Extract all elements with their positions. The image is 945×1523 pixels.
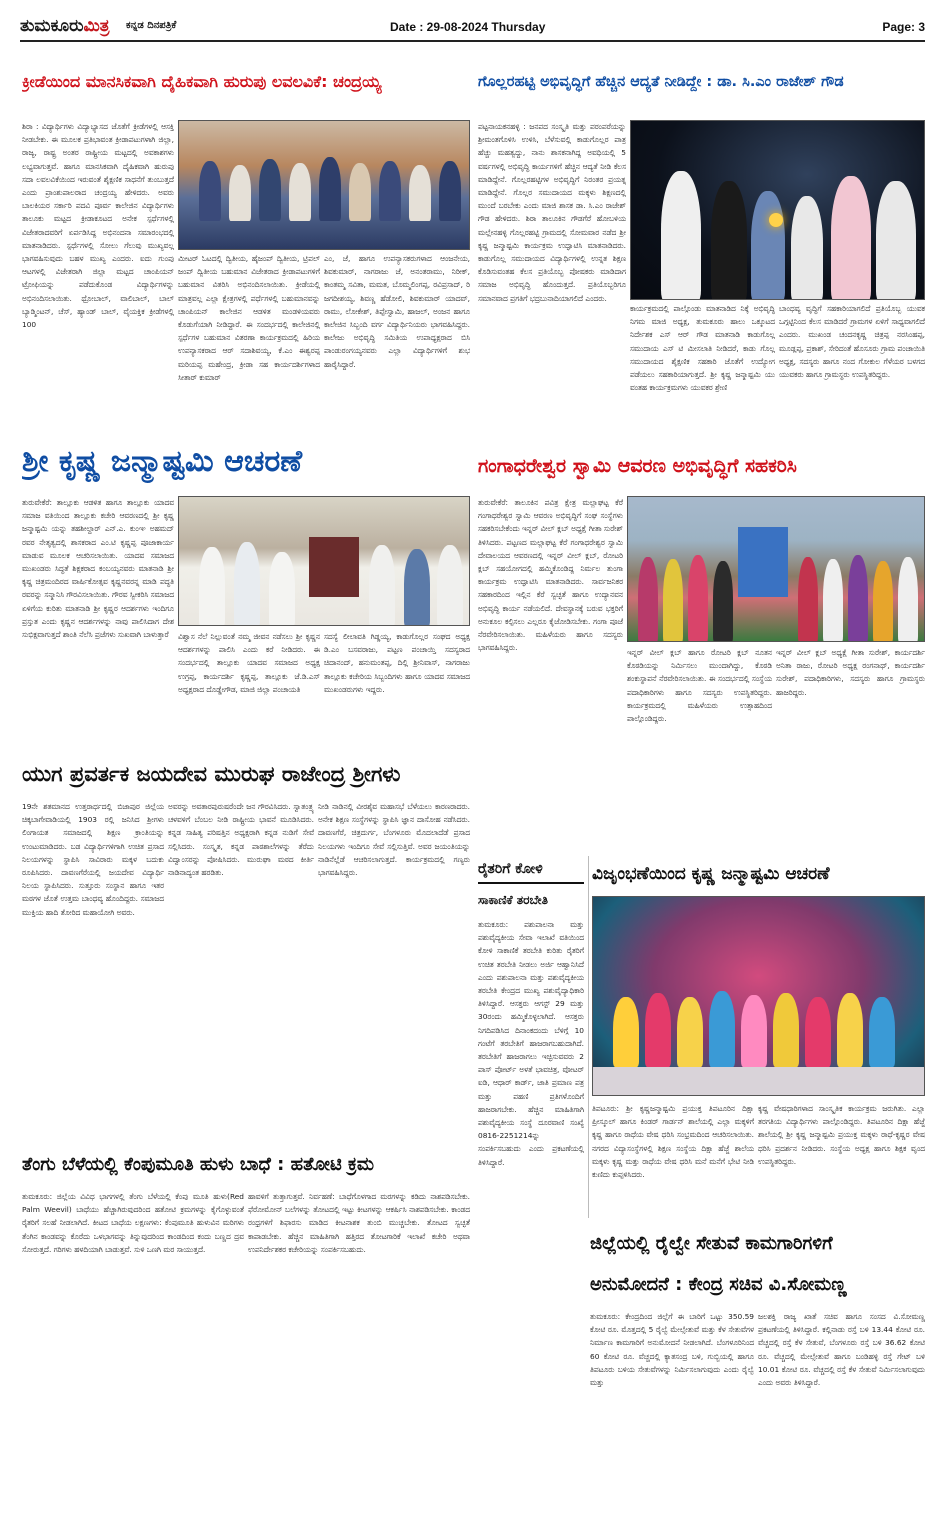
column-divider [588,856,589,1218]
headline-farmer-2: ಸಾಕಾಣಿಕೆ ತರಬೇತಿ [478,893,548,907]
jayadeva-body-col1: 19ನೇ ಶತಮಾನದ ಉತ್ತರಾರ್ಧದಲ್ಲಿ ಬಿಜಾಪುರ ಜಿಲ್ಲೆಯ ಚಿಕ್ಕಬಾಗೇವಾಡಿಯಲ್ಲಿ 1903 ರಲ್ಲಿ ಜನಿಸಿದ ಶ್ರೀಗಳು ಲಿಂಗಾಯತ ಸಮಾಜದಲ್ಲಿ ಶಿಕ್ಷಣ ಕ್ರಾಂತಿಯನ್ನು ಉಂಟುಮಾಡಿದರು. ಬಡ ವಿದ್ಯಾರ್ಥಿಗಳಿಗಾಗಿ ಉಚಿತ ಪ್ರಸಾದ ನಿಲಯಗಳನ್ನು ಸ್ಥಾಪಿಸಿ ಸಾವಿರಾರು ಮಕ್ಕಳ ಬದುಕು ರೂಪಿಸಿದರು. ದಾವಣಗೆರೆಯಲ್ಲಿ ಜಯದೇವ ವಿದ್ಯಾರ್ಥಿ ನಿಲಯ ಸ್ಥಾಪಿಸಿದರು. ಸುತ್ತೂರು ಸಂಸ್ಥಾನ ಹಾಗೂ ಇತರ ಮಠಗಳ ಜೊತೆ ಉತ್ತಮ ಬಾಂಧವ್ಯ ಹೊಂದಿದ್ದರು. ಸಮಾಜದ ಮುಕ್ತಿಯ ಹಾದಿ ತೋರಿದ ಮಹಾಯೋಗಿ ಅವರು. [22,802,164,917]
issue-date: Date : 29-08-2024 Thursday [390,20,546,34]
coconut-body-col2: ಹಾವಳಿಗೆ ತುತ್ತಾಗುತ್ತವೆ. ನಿರ್ವಹಣೆ: ಬಾಧೆಗೊಳಗಾದ ಮರಗಳನ್ನು ಕಡಿದು ನಾಶಪಡಿಸಬೇಕು. ಫೆರೋಮೋನ್ ಬಲೆಗಳನ್ನು ತೋಟದಲ್ಲಿ ಇಟ್ಟು ಕೀಟಗಳನ್ನು ಆಕರ್ಷಿಸಿ ನಾಶಪಡಿಸಬೇಕು. ಕಾಂಡದ ರಂಧ್ರಗಳಿಗೆ ಶಿಫಾರಸು ಮಾಡಿದ ಕೀಟನಾಶಕ ತುಂಬಿ ಮುಚ್ಚಬೇಕು. ತೋಟದ ಸ್ವಚ್ಛತೆ ಕಾಪಾಡಬೇಕು. ಹೆಚ್ಚಿನ ಮಾಹಿತಿಗಾಗಿ ಹತ್ತಿರದ ತೋಟಗಾರಿಕೆ ಇಲಾಖೆ ಕಚೇರಿ ಅಥವಾ ಉಪನಿರ್ದೇಶಕರ ಕಚೇರಿಯನ್ನು ಸಂಪರ್ಕಿಸಬಹುದು. [248,1192,470,1254]
railway-body-col1: ತುಮಕೂರು: ಕೇಂದ್ರದಿಂದ ಜಿಲ್ಲೆಗೆ ಈ ಬಾರಿಗೆ ಒಟ್ಟು 350.59 ಕೋಟಿ ರೂ. ಮೊತ್ತದಲ್ಲಿ 5 ರೈಲ್ವೆ ಮೇಲ್ಸೇತುವೆ ಮತ್ತು ಕೆಳ ಸೇತುವೆಗಳ ನಿರ್ಮಾಣ ಕಾಮಗಾರಿಗೆ ಅನುಮೋದನೆ ನೀಡಲಾಗಿದೆ. ಬೆಂಗಳೂರಿನಿಂದ 60 ಕೋಟಿ ರೂ. ವೆಚ್ಚದಲ್ಲಿ ಕ್ಯಾತಸಂದ್ರ ಬಳಿ, ಗುಬ್ಬಿಯಲ್ಲಿ ಹಾಗೂ ತಿಪಟೂರು ಬಳಿಯ ಸೇತುವೆಗಳನ್ನು ನಿರ್ಮಿಸಲಾಗುವುದು ಎಂದು ರೈಲ್ವೆ ಮತ್ತು [590,1312,754,1388]
headline-vijrumbhane: ವಿಜೃಂಭಣೆಯಿಂದ ಕೃಷ್ಣ ಜನ್ಮಾಷ್ಟಮಿ ಆಚರಣೆ [592,864,830,884]
headline-sports: ಕ್ರೀಡೆಯಿಂದ ಮಾನಸಿಕವಾಗಿ ದೈಹಿಕವಾಗಿ ಹುರುಪು ಲವಲವಿಕೆ: ಚಂದ್ರಯ್ಯ [22,72,382,91]
railway-body-col2: ಜಲಶಕ್ತಿ ರಾಜ್ಯ ಖಾತೆ ಸಚಿವ ಹಾಗೂ ಸಂಸದ ವಿ.ಸೋಮಣ್ಣ ಪ್ರಕಟಣೆಯಲ್ಲಿ ತಿಳಿಸಿದ್ದಾರೆ. ಕಲ್ಲಿನಾಡು ರಸ್ತೆ ಬಳಿ 13.44 ಕೋಟಿ ರೂ. ವೆಚ್ಚದಲ್ಲಿ ರಸ್ತೆ ಕೆಳ ಸೇತುವೆ, ಬೆಂಗಳೂರು ರಸ್ತೆ ಬಳಿ 36.62 ಕೋಟಿ ರೂ. ವೆಚ್ಚದಲ್ಲಿ ಮೇಲ್ಸೇತುವೆ ಹಾಗೂ ಬಂಡಿಹಳ್ಳಿ ರಸ್ತೆ ಗೇಟ್ ಬಳಿ 10.01 ಕೋಟಿ ರೂ. ವೆಚ್ಚದಲ್ಲಿ ರಸ್ತೆ ಕೆಳ ಸೇತುವೆ ನಿರ್ಮಿಸಲಾಗುವುದು ಎಂದು ಅವರು ತಿಳಿಸಿದ್ದಾರೆ. [758,1312,925,1388]
coconut-body-col1: ತುಮಕೂರು: ಜಿಲ್ಲೆಯ ವಿವಿಧ ಭಾಗಗಳಲ್ಲಿ ತೆಂಗು ಬೆಳೆಯಲ್ಲಿ ಕೆಂಪು ಮೂತಿ ಹುಳು(Red Palm Weevil) ಬಾಧೆಯು ಹೆಚ್ಚಾಗಿರುವುದರಿಂದ ಹತೋಟಿ ಕ್ರಮಗಳನ್ನು ಕೈಗೊಳ್ಳುವಂತೆ ರೈತರಿಗೆ ಸಲಹೆ ನೀಡಲಾಗಿದೆ. ಕೀಟದ ಬಾಧೆಯ ಲಕ್ಷಣಗಳು: ಕೆಂಪುಮೂತಿ ಹುಳುವಿನ ಮರಿಗಳು ತೆಂಗಿನ ಕಾಂಡವನ್ನು ಕೊರೆದು ಒಳಭಾಗವನ್ನು ತಿನ್ನುವುದರಿಂದ ಕಾಂಡದಿಂದ ಕಂದು ಬಣ್ಣದ ದ್ರವ ಸೋರುತ್ತದೆ. ಗರಿಗಳು ಹಳದಿಯಾಗಿ ಬಾಡುತ್ತವೆ. ಸುಳಿ ಒಣಗಿ ಮರ ಸಾಯುತ್ತದೆ. [22,1192,244,1254]
headline-farmer-1: ರೈತರಿಗೆ ಕೋಳಿ [478,856,584,884]
gollar-body-col1: ಪಟ್ಟನಾಯಕನಹಳ್ಳಿ : ಜನಪದ ಸಂಸ್ಕೃತಿ ಮತ್ತು ಪರಂಪರೆಯನ್ನು ಶ್ರೀಮಂತಗೊಳಿಸಿ ಉಳಿಸಿ, ಬೆಳೆಸುವಲ್ಲಿ ಕಾಡುಗೊಲ್ಲರ ಪಾತ್ರ ಹೆಚ್ಚು ಮಹತ್ವದ್ದು, ನಾನು ಶಾಸಕನಾಗಿದ್ದ ಅವಧಿಯಲ್ಲಿ 5 ವರ್ಷಗಳಲ್ಲಿ ಅಭಿವೃದ್ಧಿ ಕಾರ್ಯಗಳಿಗೆ ಹೆಚ್ಚಿನ ಆದ್ಯತೆ ನೀಡಿ ಕೆಲಸ ಮಾಡಿದ್ದೇನೆ. ಗೊಲ್ಲರಹಟ್ಟಿಗಳ ಅಭಿವೃದ್ಧಿಗೆ ನಿರಂತರ ಪ್ರಯತ್ನ ಮಾಡಿದ್ದೇನೆ. ಗೊಲ್ಲರ ಸಮುದಾಯದ ಮಕ್ಕಳು ಶಿಕ್ಷಣದಲ್ಲಿ ಮುಂದೆ ಬರಬೇಕು ಎಂದು ಮಾಜಿ ಶಾಸಕ ಡಾ. ಸಿ.ಎಂ ರಾಜೇಶ್ ಗೌಡ ಹೇಳಿದರು. ಶಿರಾ ತಾಲೂಕಿನ ಗೌಡಗೆರೆ ಹೋಬಳಿಯ ಮಲ್ಲೇನಹಳ್ಳಿ ಗೊಲ್ಲರಹಟ್ಟಿ ಗ್ರಾಮದಲ್ಲಿ ಸೋಮವಾರ ನಡೆದ ಶ್ರೀ ಕೃಷ್ಣ ಜನ್ಮಾಷ್ಟಮಿ ಕಾರ್ಯಕ್ರಮ ಉದ್ಘಾಟಿಸಿ ಮಾತನಾಡಿದರು. ಕಾಡುಗೊಲ್ಲ ಸಮುದಾಯದ ವಿದ್ಯಾರ್ಥಿಗಳಲ್ಲಿ ಉನ್ನತ ಶಿಕ್ಷಣ ಕೊಡಿಸುವಂತಹ ಕೆಲಸ ಪ್ರತಿಯೊಬ್ಬ ಪೋಷಕರು ಮಾಡಿದಾಗ ಸಮಾಜ ಅಭಿವೃದ್ಧಿ ಹೊಂದುತ್ತದೆ. ಪ್ರತಿಯೊಬ್ಬರಿಗೂ ಸಮಾನವಾದ ಪ್ರಗತಿಗೆ ಭದ್ರಬುನಾದಿಯಾಗಲಿದೆ ಎಂದರು. [478,122,626,303]
vijr-body-col1: ತಿಪಟೂರು: ಶ್ರೀ ಕೃಷ್ಣಜನ್ಮಾಷ್ಟಮಿ ಪ್ರಯುಕ್ತ ತಿಪಟೂರಿನ ದಿಕ್ಷಾ ಪ್ರೀಸ್ಕೂಲ್ ಹಾಗೂ ಕಿಂಡರ್ ಗಾರ್ಡನ್ ಶಾಲೆಯಲ್ಲಿ ಎಲ್ಲಾ ಮಕ್ಕಳಿಗೆ ಕೃಷ್ಣ ಹಾಗೂ ರಾಧೆಯ ವೇಷ ಧರಿಸಿ ಸಂಭ್ರಮದಿಂದ ಆಚರಿಸಲಾಯಿತು. ನಗರದ ವಿದ್ಯಾಸಂಸ್ಥೆಗಳಲ್ಲಿ ಶಿಕ್ಷಣ ಸಂಸ್ಥೆಯ ದಿಕ್ಷಾ ಹೆಜ್ಜೆ ಶಾಲೆಯ ಮಕ್ಕಳು ಕೃಷ್ಣ ಮತ್ತು ರಾಧೆಯ ವೇಷ ಧರಿಸಿ ಮನೆ ಮನೆಗೆ ಭೇಟಿ ನೀಡಿ ಕುಣಿದು ಕುಪ್ಪಳಿಸಿದರು. [592,1104,754,1180]
jayadeva-body-col2: ಅವರನ್ನು ಅವತಾರಪುರುಷರೆಂದೇ ಜನ ಗೌರವಿಸಿದರು. ಸ್ವಾತಂತ್ರ್ಯ ಚಳವಳಿಗೆ ಬೆಂಬಲ ನೀಡಿ ರಾಷ್ಟ್ರೀಯ ಭಾವನೆ ಮೂಡಿಸಿದರು. ಕನ್ನಡ ಸಾಹಿತ್ಯ ಪರಿಷತ್ತಿನ ಅಧ್ಯಕ್ಷರಾಗಿ ಕನ್ನಡ ನುಡಿಗೆ ಸೇವೆ ಸಲ್ಲಿಸಿದರು. ಸಂಸ್ಕೃತ, ಕನ್ನಡ ಪಾಠಶಾಲೆಗಳನ್ನು ತೆರೆದು ವಿದ್ವಾಂಸರನ್ನು ಪೋಷಿಸಿದರು. ಮುರುಘಾ ಮಠದ ಕೀರ್ತಿ ನಾಡಿನಾದ್ಯಂತ ಹರಡಿತು. [168,802,314,878]
paper-subtitle: ಕನ್ನಡ ದಿನಪತ್ರಿಕೆ [126,20,177,31]
masthead [20,14,925,42]
gollar-body-col2: ಕಾರ್ಯಕ್ರಮದಲ್ಲಿ ಪಾಲ್ಗೊಂಡು ಮಾತನಾಡಿದ ನಿಕ್ಕೆ ಅಭಿವೃದ್ಧಿ ನಿಗಮ ಮಾಜಿ ಅಧ್ಯಕ್ಷ, ತುಮಕೂರು ಹಾಲು ಒಕ್ಕೂಟದ ನಿರ್ದೇಶಕ ಎಸ್ ಆರ್ ಗೌಡ ಮಾತನಾಡಿ ಕಾಡುಗೊಲ್ಲ ಸಮುದಾಯ ಎಸ್ ಟಿ ಮೀಸಲಾತಿ ನೀಡಿದರೆ, ಕಾಡು ಗೊಲ್ಲ ಸಮುದಾಯದ ಶೈಕ್ಷಣಿಕ ಸಹಕಾರಿ ಜೊತೆಗೆ ಉದ್ಯೋಗ ಪಡೆಯಲು ಸಹಕಾರಿಯಾಗುತ್ತದೆ. ಶ್ರೀ ಕೃಷ್ಣ ಜನ್ಮಾಷ್ಟಮಿ ಯು ವಂತಹ ಕಾರ್ಯಕ್ರಮಗಳು ಯುವಕರ ಶ್ರೇಣಿ [630,304,775,393]
janma-body-col3: ಸದಸ್ಯೆ ಲೀಲಾವತಿ ಗಿಡ್ಡಯ್ಯ, ಕಾಡುಗೊಲ್ಲರ ಸಂಘದ ಅಧ್ಯಕ್ಷ ಡಿ.ಎಂ ಬಸವರಾಜು, ಪಟ್ಟಣ ಪಂಚಾಯ್ತಿ ಸದಸ್ಯರಾದ ಚಿದಾನಂದ್, ಹನುಮಂತಪ್ಪ, ದಿಲ್ಲಿ ಶ್ರೀನಿವಾಸ್, ನಾಗರಾಜು ತಾಲ್ಲೂಕು ಕಚೇರಿಯ ಸಿಬ್ಬಂದಿಗಳು ಹಾಗೂ ಯಾದವ ಸಮಾಜದ ಮುಖಂಡರುಗಳು ಇದ್ದರು. [324,632,470,694]
headline-jayadeva: ಯುಗ ಪ್ರವರ್ತಕ ಜಯದೇವ ಮುರುಘ ರಾಜೇಂದ್ರ ಶ್ರೀಗಳು [22,762,401,786]
ganga-body-col2: ಇನ್ನರ್ ವೀಲ್ ಕ್ಲಬ್ ಹಾಗೂ ರೋಟರಿ ಕ್ಲಬ್ ನೂತನ ಕೊಠಡಿಯನ್ನು ನಿರ್ಮಿಸಲು ಮುಂದಾಗಿದ್ದು, ಕೊಠಡಿ ಶಂಕುಸ್ಥಾಪನೆ ನೆರವೇರಿಸಲಾಯಿತು. ಈ ಸಂದರ್ಭದಲ್ಲಿ ಸಂಸ್ಥೆಯ ಪದಾಧಿಕಾರಿಗಳು ಹಾಗೂ ಸದಸ್ಯರು ಉಪಸ್ಥಿತರಿದ್ದರು. ಕಾರ್ಯಕ್ರಮದಲ್ಲಿ ಮಹಿಳೆಯರು ಉತ್ಸಾಹದಿಂದ ಪಾಲ್ಗೊಂಡಿದ್ದರು. [627,648,772,724]
headline-gangadhareshwara: ಗಂಗಾಧರೇಶ್ವರ ಸ್ವಾಮಿ ಆವರಣ ಅಭಿವೃದ್ಧಿಗೆ ಸಹಕರಿಸಿ [478,455,797,477]
headline-gollarahatti: ಗೊಲ್ಲರಹಟ್ಟಿ ಅಭಿವೃದ್ಧಿಗೆ ಹೆಚ್ಚಿನ ಆದ್ಯತೆ ನೀಡಿದ್ದೇ : ಡಾ. ಸಿ.ಎಂ ರಾಜೇಶ್ ಗೌಡ [478,74,844,90]
janma-body-col1: ತುರುವೇಕೆರೆ: ತಾಲ್ಲೂಕು ಆಡಳಿತ ಹಾಗೂ ತಾಲ್ಲೂಕು ಯಾದವ ಸಮಾಜ ವತಿಯಿಂದ ತಾಲ್ಲೂಕು ಕಚೇರಿ ಆವರಣದಲ್ಲಿ ಶ್ರೀ ಕೃಷ್ಣ ಜನ್ಮಾಷ್ಟಮಿ ಯನ್ನು ತಹಶೀಲ್ದಾರ್ ಎನ್.ಎ. ಕುಂಞ ಅಹಮದ್ ರವರ ನೇತೃತ್ವದಲ್ಲಿ ಶಾಸಕರಾದ ಎಂ.ಟಿ ಕೃಷ್ಣಪ್ಪ ಪೂಜಾಕಾರ್ಯ ಮಾಡುವ ಮೂಲಕ ಆಚರಿಸಲಾಯಿತು. ಯಾದವ ಸಮಾಜದ ಮುಖಂಡರು ಸಿದ್ಧತೆ ಶಿಕ್ಷಕರಾದ ಕಂಬಯ್ಯನವರು ಮಾತನಾಡಿ ಶ್ರೀ ಕೃಷ್ಣ ಚಿತ್ರಮಂದಿರದ ವಾರ್ಷಿಕೋತ್ಸವ ಕೃಷ್ಣನವರನ್ನ ಮಾಡಿ ಪದ್ಧತಿ ರವರನ್ನು ಸನ್ಮಾನಿಸಿ ಗೌರವಿಸಲಾಯಿತು. ಗೌರವ ಸ್ವೀಕರಿಸಿ ಸಮಾಜದ ಏಳಿಗೆಯ ಕುರಿತು ಮಾತನಾಡಿ ಶ್ರೀ ಕೃಷ್ಣರ ಆದರ್ಶಗಳು ಇಂದಿಗೂ ಪ್ರಸ್ತುತ ಎಂದು ಕೃಷ್ಣನ ಆದರ್ಶಗಳನ್ನು ನಾವು ಪಾಲಿಸಿದಾಗ ದೇಶ ಸುಭಿಕ್ಷವಾಗುತ್ತದೆ ಶಾಂತಿ ನೆಲೆಸಿ ಪ್ರಜೆಗಳು ಸುಖವಾಗಿ ಬಾಳುತ್ತಾರೆ [22,498,174,640]
ganga-body-col3: ಇನ್ನರ್ ವೀಲ್ ಕ್ಲಬ್ ಅಧ್ಯಕ್ಷೆ ಗೀತಾ ಸುರೇಶ್, ಕಾರ್ಯದರ್ಶಿ ಅನಿತಾ ರಾಜು, ರೋಟರಿ ಅಧ್ಯಕ್ಷ ರಂಗನಾಥ್, ಕಾರ್ಯದರ್ಶಿ ಸುರೇಶ್, ಪದಾಧಿಕಾರಿಗಳು, ಸದಸ್ಯರು ಹಾಗೂ ಗ್ರಾಮಸ್ಥರು ಹಾಜರಿದ್ದರು. [776,648,925,697]
ganga-body-col1: ತುರುವೇಕೆರೆ: ತಾಲೂಕಿನ ಪವಿತ್ರ ಕ್ಷೇತ್ರ ಮಲ್ಲಾಘಟ್ಟ ಕೆರೆ ಗಂಗಾಧರೇಶ್ವರ ಸ್ವಾಮಿ ಆವರಣ ಅಭಿವೃದ್ಧಿಗೆ ಸಂಘ ಸಂಸ್ಥೆಗಳು ಸಹಕರಿಸಬೇಕೆಂದು ಇನ್ನರ್ ವೀಲ್ ಕ್ಲಬ್ ಅಧ್ಯಕ್ಷೆ ಗೀತಾ ಸುರೇಶ್ ತಿಳಿಸಿದರು. ಪಟ್ಟಣದ ಮಲ್ಲಾಘಟ್ಟ ಕೆರೆ ಗಂಗಾಧರೇಶ್ವರ ಸ್ವಾಮಿ ದೇವಾಲಯದ ಆವರಣದಲ್ಲಿ ಇನ್ನರ್ ವೀಲ್ ಕ್ಲಬ್, ರೋಟರಿ ಕ್ಲಬ್ ಸಹಯೋಗದಲ್ಲಿ ಹಮ್ಮಿಕೊಂಡಿದ್ದ ನಿರ್ಮಲ ತುಂಗಾ ಕಾರ್ಯಕ್ರಮ ಉದ್ಘಾಟಿಸಿ ಮಾತನಾಡಿದರು. ಸಾರ್ವಜನಿಕರ ಸಹಕಾರದಿಂದ ಇಲ್ಲಿನ ಕೆರೆ ಸ್ವಚ್ಛತೆ ಹಾಗೂ ಉದ್ಯಾನವನ ಅಭಿವೃದ್ಧಿ ಕಾರ್ಯ ನಡೆಯಲಿದೆ. ದೇವಸ್ಥಾನಕ್ಕೆ ಬರುವ ಭಕ್ತರಿಗೆ ಅನುಕೂಲ ಕಲ್ಪಿಸಲು ಎಲ್ಲರೂ ಕೈಜೋಡಿಸಬೇಕು. ಗಂಗಾ ಪೂಜೆ ನೆರವೇರಿಸಲಾಯಿತು. ಮಹಿಳೆಯರು ಹಾಗೂ ಸದಸ್ಯರು ಭಾಗವಹಿಸಿದ್ದರು. [478,498,623,653]
ganga-inaugural-photo [627,496,925,642]
headline-janmashtami: ಶ್ರೀ ಕೃಷ್ಣ ಜನ್ಮಾಷ್ಟಮಿ ಆಚರಣೆ [22,444,303,479]
headline-railway-1: ಜಿಲ್ಲೆಯಲ್ಲಿ ರೈಲ್ವೇ ಸೇತುವೆ ಕಾಮಗಾರಿಗಳಿಗೆ [590,1233,833,1254]
headline-railway-2: ಅನುಮೋದನೆ : ಕೇಂದ್ರ ಸಚಿವ ವಿ.ಸೋಮಣ್ಣ [590,1274,847,1295]
paper-logo [20,16,109,36]
sports-group-photo [178,120,470,250]
paper-name-left: ತುಮಕೂರು [20,16,84,36]
farmer-body: ತುಮಕೂರು: ಪಶುಪಾಲನಾ ಮತ್ತು ಪಶುವೈದ್ಯಕೀಯ ಸೇವಾ ಇಲಾಖೆ ವತಿಯಿಂದ ಕೋಳಿ ಸಾಕಾಣಿಕೆ ತರಬೇತಿ ಕುರಿತು ರೈತರಿಗೆ ಉಚಿತ ತರಬೇತಿ ನೀಡಲು ಅರ್ಜಿ ಆಹ್ವಾನಿಸಿದೆ ಎಂದು ಪಶುಪಾಲನಾ ಮತ್ತು ಪಶುವೈದ್ಯಕೀಯ ತರಬೇತಿ ಕೇಂದ್ರದ ಮುಖ್ಯ ಪಶುವೈದ್ಯಾಧಿಕಾರಿ ತಿಳಿಸಿದ್ದಾರೆ. ಆಸಕ್ತರು ಆಗಸ್ಟ್ 29 ಮತ್ತು 30ರಂದು ಹಮ್ಮಿಕೊಳ್ಳಲಾಗಿದೆ. ಆಸಕ್ತರು ನಿಗದಿಪಡಿಸಿದ ದಿನಾಂಕದಂದು ಬೆಳಿಗ್ಗೆ 10 ಗಂಟೆಗೆ ತರಬೇತಿಗೆ ಹಾಜರಾಗಬಹುದಾಗಿದೆ. ತರಬೇತಿಗೆ ಹಾಜರಾಗಲು ಇಚ್ಛಿಸುವವರು 2 ಪಾಸ್ ಪೋರ್ಟ್ ಅಳತೆ ಭಾವಚಿತ್ರ, ವೋಟರ್ ಐಡಿ, ಆಧಾರ್ ಕಾರ್ಡ್, ಜಾತಿ ಪ್ರಮಾಣ ಪತ್ರ ಮತ್ತು ಪಹಣಿ ಪ್ರತಿಗಳೊಂದಿಗೆ ಹಾಜರಾಗಬೇಕು. ಹೆಚ್ಚಿನ ಮಾಹಿತಿಗಾಗಿ ಪಶುವೈದ್ಯಕೀಯ ಸಂಸ್ಥೆ ದೂರವಾಣಿ ಸಂಖ್ಯೆ 0816-2251214ನ್ನು ಸಂಪರ್ಕಿಸಬಹುದು ಎಂದು ಪ್ರಕಟಣೆಯಲ್ಲಿ ತಿಳಿಸಿದ್ದಾರೆ. [478,920,584,1167]
sports-body-col2: ಮೀಟರ್ ಓಟದಲ್ಲಿ ದ್ವಿತೀಯ, ಹೈಜಂಪ್ ದ್ವಿತೀಯ, ಟ್ರಿಪಲ್ ಜಂಪ್ ದ್ವಿತೀಯ ಬಹುಮಾನ ವಿಜೇತರಾದ ಕ್ರೀಡಾಪಟುಗಳಿಗೆ ಬಹುಮಾನ ವಿತರಿಸಿ ಅಭಿನಂದಿಸಲಾಯಿತು. ಕ್ರೀಡೆಯಲ್ಲಿ ಮಾತ್ರವಲ್ಲ ಎಲ್ಲಾ ಕ್ಷೇತ್ರಗಳಲ್ಲಿ ಪರ್ಧೆಗಳಲ್ಲಿ ಬಹುಮಾನವನ್ನು ಚಾಂಪಿಯನ್ ಕಾಲೇಜಿನ ಆಡಳಿತ ಮಂಡಳಿಯವರು ಕೊಡುಗೆಯಾಗಿ ನೀಡಿದ್ದಾರೆ. ಈ ಸಂದರ್ಭದಲ್ಲಿ ಕಾಲೇಜಿನಲ್ಲಿ ಸ್ಪರ್ಧೆಗಳ ಬಹುಮಾನ ವಿತರಣಾ ಕಾರ್ಯಕ್ರಮದಲ್ಲಿ ಹಿರಿಯ ಉಪನ್ಯಾಸಕರಾದ ಆರ್ ಸದಾಶಿವಯ್ಯ, ಕೆ.ಎಂ ಈಶ್ವರಪ್ಪ ಮರಿಯಪ್ಪ ಮಹೇಂದ್ರ, ಕ್ರೀಡಾ ಸಹ ಕಾರ್ಯದರ್ಶಿಗಳಾದ ಸೀತಾರ್ ಕುಮಾರ್ [178,254,320,382]
gollar-lamp-photo [630,120,925,300]
sports-body-col3: ಎಂ, ಜೆ, ಹಾಗೂ ಉಪನ್ಯಾಸಕರುಗಳಾದ ಆಂಜನೇಯ, ಶಿವಕುಮಾರ್, ನಾಗರಾಜು ಜೆ, ಅನಂತರಾಮು, ನಿರೀಕ್, ಕಾಂತಮ್ಮ ಸವಿತಾ, ಮಮತ, ಬೊಮ್ಮಲಿಂಗಪ್ಪ, ರವಿಪ್ರಸಾದ್, ರಿ ಜಗದೀಶಯ್ಯ, ಶಿವಣ್ಣ ಹೆಡೋಲಿ, ಶಿವಕುಮಾರ್ ಯಾದವ್, ರಾಮು, ಲೋಕೇಶ್, ತಿಪ್ಪೇಸ್ವಾಮಿ, ಹಾಜಲ್, ಅಂಜನ ಹಾಗೂ ಕಾಲೇಜಿನ ಸಿಬ್ಬಂದಿ ವರ್ಗ ವಿದ್ಯಾರ್ಥಿನಿಯರು ಭಾಗವಹಿಸಿದ್ದರು. ಕಾಲೇಜು ಅಭಿವೃದ್ಧಿ ಸಮಿತಿಯ ಉಪಾಧ್ಯಕ್ಷರಾದ ಬಿಸಿ ಪಾಂಡುರಂಗಯ್ಯನವರು ಎಲ್ಲಾ ವಿದ್ಯಾರ್ಥಿಗಳಿಗೆ ಶುಭ ಹಾರೈಸಿದ್ದಾರೆ. [324,254,470,369]
vijr-body-col2: ಕೃಷ್ಣ ವೇಷಧಾರಿಗಳಾದ ಸಾಂಸ್ಕೃತಿಕ ಕಾರ್ಯಕ್ರಮ ಜರುಗಿತು. ಎಲ್ಲಾ ತರಗತಿಯ ವಿದ್ಯಾರ್ಥಿಗಳು ಪಾಲ್ಗೊಂಡಿದ್ದರು. ತಿಪಟೂರಿನ ದಿಕ್ಷಾ ಹೆಜ್ಜೆ ಶಾಲೆಯಲ್ಲಿ ಶ್ರೀ ಕೃಷ್ಣ ಜನ್ಮಾಷ್ಟಮಿ ಪ್ರಯುಕ್ತ ಮಕ್ಕಳು ರಾಧೆ-ಕೃಷ್ಣರ ವೇಷ ಧರಿಸಿ ಪ್ರದರ್ಶನ ನೀಡಿದರು. ಸಂಸ್ಥೆಯ ಅಧ್ಯಕ್ಷ ಹಾಗೂ ಶಿಕ್ಷಕ ವೃಂದ ಉಪಸ್ಥಿತರಿದ್ದರು. [758,1104,925,1166]
headline-coconut: ತೆಂಗು ಬೆಳೆಯಲ್ಲಿ ಕೆಂಪುಮೂತಿ ಹುಳು ಬಾಧೆ : ಹತೋಟಿ ಕ್ರಮ [22,1154,374,1175]
paper-name-right: ಮಿತ್ರ [83,16,110,36]
page-number: Page: 3 [882,20,925,34]
janma-puja-photo [178,496,470,626]
janma-body-col2: ವಿಶ್ವಾಸ ನೆಲೆ ನಿಲ್ಲುವಂತೆ ನಮ್ಮ ಜೀವನ ನಡೆಸಲು ಶ್ರೀ ಕೃಷ್ಣನ ಆದರ್ಶಗಳನ್ನು ಪಾಲಿಸಿ ಎಂದು ಕರೆ ನೀಡಿದರು. ಈ ಸಂದರ್ಭದಲ್ಲಿ ತಾಲ್ಲೂಕು ಯಾದವ ಸಮಾಜದ ಅಧ್ಯಕ್ಷ ಉಗ್ರಪ್ಪ, ಕಾರ್ಯದರ್ಶಿ ಕೃಷ್ಣಪ್ಪ, ತಾಲ್ಲೂಕು ಜೆ.ಡಿ.ಎಸ್ ಅಧ್ಯಕ್ಷರಾದ ದೊಡ್ಡೇಗೌಡ, ಮಾಜಿ ಜಿಲ್ಲಾ ಪಂಚಾಯತಿ [178,632,320,694]
gollar-body-col3: ಬಾಂಧವ್ಯ ವೃದ್ಧಿಗೆ ಸಹಕಾರಿಯಾಗಲಿದೆ ಪ್ರತಿಯೊಬ್ಬ ಯುವಕ ಒಗ್ಗಟ್ಟಿನಿಂದ ಕೆಲಸ ಮಾಡಿದರೆ ಗ್ರಾಮಗಳ ಏಳಿಗೆ ಸಾಧ್ಯವಾಗಲಿದೆ ಎಂದರು. ಮುಖಂಡ ಚಂದನಕೃಷ್ಣ ಚಿತ್ರಪ್ಪ ನರಸಿಂಹಪ್ಪ, ಮೂಡ್ಲಪ್ಪ, ಪ್ರಕಾಶ್, ಸೇರಿದಂತೆ ಹೊಸೂರು ಗ್ರಾಮ ಪಂಚಾಯಿತಿ ಅಧ್ಯಕ್ಷ, ಸದಸ್ಯರು ಹಾಗೂ ನಂದ ಗೋಕುಲ ಗೆಳೆಯರ ಬಳಗದ ಯುವಕರು ಹಾಗೂ ಗ್ರಾಮಸ್ಥರು ಉಪಸ್ಥಿತರಿದ್ದರು. [779,304,925,380]
sports-body-col1: ಶಿರಾ : ವಿದ್ಯಾರ್ಥಿಗಳು ವಿದ್ಯಾಭ್ಯಾಸದ ಜೊತೆಗೆ ಕ್ರೀಡೆಗಳಲ್ಲಿ ಆಸಕ್ತಿ ನೀಡಬೇಕು. ಈ ಮೂಲಕ ಪ್ರತಿಭಾವಂತ ಕ್ರೀಡಾಪಟುಗಳಾಗಿ ಜಿಲ್ಲಾ, ರಾಜ್ಯ, ರಾಷ್ಟ್ರ ಅಂತರ ರಾಷ್ಟ್ರೀಯ ಮಟ್ಟದಲ್ಲಿ ಅವಕಾಶಗಳು ಲಭ್ಯವಾಗುತ್ತವೆ. ಹಾಗೂ ಮಾನಸಿಕವಾಗಿ ದೈಹಿಕವಾಗಿ ಹುರುಪು ಸದಾ ಲವಲವಿಕೆಯಿಂದ ಇರುವಂತೆ ಶೈಕ್ಷಣಿಕ ಸಾಧನೆಗೆ ತುಂಬುತ್ತದೆ ಎಂದು ಪ್ರಾಂಶುಪಾಲರಾದ ಚಂದ್ರಯ್ಯ ಹೇಳಿದರು. ಅವರು ಬಾಲಕಿಯರ ಸರ್ಕಾರಿ ಪದವಿ ಪೂರ್ವ ಕಾಲೇಜಿನ ವಿದ್ಯಾರ್ಥಿಗಳು ತಾಲೂಕು ಮಟ್ಟದ ಕ್ರೀಡಾಕೂಟದ ಅನೇಕ ಸ್ಪರ್ಧೆಗಳಲ್ಲಿ ವಿಜೇತರಾದವರಿಗೆ ಏರ್ಪಡಿಸಿದ್ದ ಅಭಿನಂದನಾ ಸಮಾರಂಭದಲ್ಲಿ ಮಾತನಾಡಿದರು. ಸ್ಪರ್ಧೆಗಳಲ್ಲಿ ಸೋಲು ಗೆಲುವು ಮುಖ್ಯವಲ್ಲ ಭಾಗವಹಿಸುವುದು ಬಹಳ ಮುಖ್ಯ ಎಂದರು. ಐದು ಗುಂಪು ಆಟಗಳಲ್ಲಿ ವಿಜೇತರಾಗಿ ಜಿಲ್ಲಾ ಮಟ್ಟದ ಚಾಂಪಿಯನ್ ಟ್ರೋಫಿಯನ್ನು ಪಡೆದುಕೊಂಡ ವಿದ್ಯಾರ್ಥಿಗಳನ್ನು ಅಭಿನಂದಿಸಲಾಯಿತು. ಥ್ರೋಬಾಲ್, ವಾಲಿಬಾಲ್, ಬಾಲ್ ಬ್ಯಾಡ್ಮಿಂಟನ್, ಚೆಸ್, ಹ್ಯಾಂಡ್ ಬಾಲ್, ವೈಯಕ್ತಿಕ ಕ್ರೀಡೆಗಳಲ್ಲಿ 100 [22,122,174,330]
jayadeva-body-col3: ನೀಡಿ ನಾಡಿನಲ್ಲಿ ವೀರಶೈವ ಮಹಾಸಭೆ ಬೆಳೆಯಲು ಕಾರಣರಾದರು. ಅನೇಕ ಶಿಕ್ಷಣ ಸಂಸ್ಥೆಗಳನ್ನು ಸ್ಥಾಪಿಸಿ ಜ್ಞಾನ ದಾಸೋಹ ನಡೆಸಿದರು. ದಾವಣಗೆರೆ, ಚಿತ್ರದುರ್ಗ, ಬೆಂಗಳೂರು ಮೊದಲಾದೆಡೆ ಪ್ರಸಾದ ನಿಲಯಗಳು ಇಂದಿಗೂ ಸೇವೆ ಸಲ್ಲಿಸುತ್ತಿವೆ. ಅವರ ಜಯಂತಿಯನ್ನು ನಾಡಿನೆಲ್ಲೆಡೆ ಆಚರಿಸಲಾಗುತ್ತದೆ. ಕಾರ್ಯಕ್ರಮದಲ್ಲಿ ಗಣ್ಯರು ಭಾಗವಹಿಸಿದ್ದರು. [318,802,470,878]
vijr-children-photo [592,896,925,1096]
